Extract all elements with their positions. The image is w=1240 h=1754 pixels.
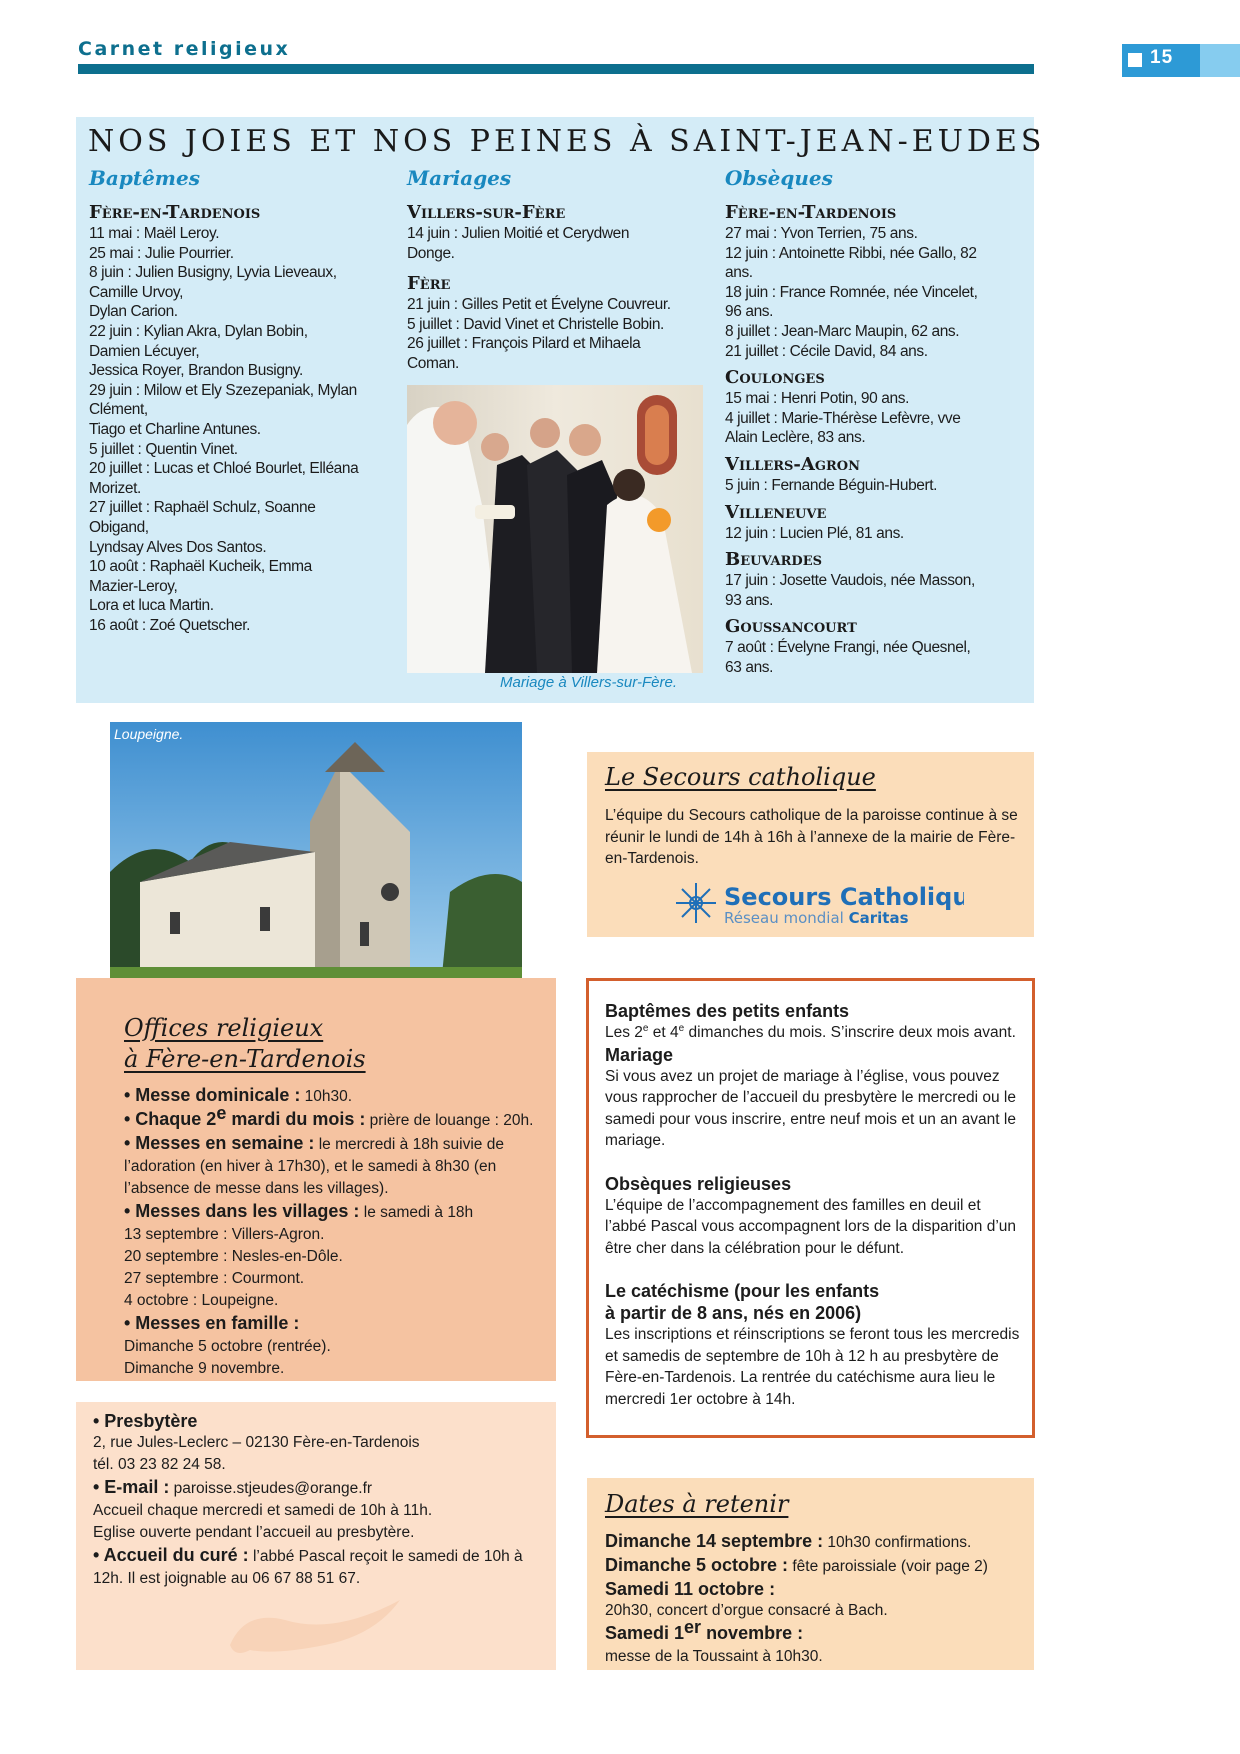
secours-title: Le Secours catholique: [605, 763, 876, 791]
place-name: Beuvardes: [725, 549, 822, 571]
church-caption: Loupeigne.: [114, 726, 184, 742]
church-photo: [110, 722, 522, 996]
list-item: 20 septembre : Nesles-en-Dôle.: [124, 1248, 343, 1265]
list-item: Jessica Royer, Brandon Busigny.: [89, 362, 303, 380]
offices-title: Offices religieux à Fère-en-Tardenois: [124, 1014, 366, 1073]
main-title: NOS JOIES ET NOS PEINES À SAINT-JEAN-EUDES: [88, 124, 1046, 159]
list-item: Camille Urvoy,: [89, 283, 184, 301]
baptemes-column: [89, 166, 389, 635]
secours-text: L’équipe du Secours catholique de la paroisse continue à se réunir le lundi de 14h à 16h à l’annexe de la mairie de Fère-en-Tardenois.: [605, 807, 1018, 867]
list-item: 25 mai : Julie Pourrier.: [89, 244, 234, 262]
mariages-list: [407, 224, 707, 263]
list-item: 21 juin : Gilles Petit et Évelyne Couvreur.: [407, 296, 671, 314]
list-item: 7 août : Évelyne Frangi, née Quesnel,: [725, 639, 971, 657]
presbytere-body: • Presbytère 2, rue Jules-Leclerc – 02130 Fère-en-Tardenois tél. 03 23 82 24 58. • E-mail : paroisse.stjeudes@orange.fr Accueil chaque mercredi et samedi de 10h à 11h. Eglise ouverte pendant l’accueil au presbytère. • Accueil du curé : l’abbé Pascal reçoit le samedi de 10h à 12h. Il est joignable au 06 67 88 51 67.: [93, 1410, 545, 1590]
list-item: 27 septembre : Courmont.: [124, 1270, 305, 1287]
list-item: Dimanche 5 octobre (rentrée).: [124, 1338, 331, 1355]
mariages-column: [407, 166, 707, 374]
info-body: Baptêmes des petits enfants Les 2e et 4e dimanches du mois. S’inscrire deux mois avant. Mariage Si vous avez un projet de mariage à l’église, vous pouvez vous rapprocher de l’accueil du presbytère le mercredi ou le samedi pour vous inscrire, entre neuf mois et un an avant le mariage. Obsèques religieuses L’équipe de l’accompagnement des familles en deuil et l’abbé Pascal vous accompagnent lors de la disparition d’un être cher dans la célébration pour le défunt. Le catéchisme (pour les enfants à partir de 8 ans, nés en 2006) Les inscriptions et réinscriptions se feront tous les mercredis et samedis de septembre de 10h à 12 h au presbytère de Fère-en-Tardenois. La rentrée du catéchisme aura lieu le mercredi 1er octobre à 14h.: [605, 1001, 1020, 1408]
baptemes-heading: Baptêmes: [89, 166, 200, 190]
list-item: 8 juin : Julien Busigny, Lyvia Lieveaux,: [89, 264, 337, 282]
list-item: 12 juin : Lucien Plé, 81 ans.: [725, 524, 904, 542]
dates-title: Dates à retenir: [605, 1490, 789, 1518]
mariages-list: [407, 295, 707, 373]
list-item: 21 juillet : Cécile David, 84 ans.: [725, 342, 928, 360]
villages-list: [124, 1224, 550, 1312]
list-item: Dylan Carion.: [89, 303, 178, 321]
list-item: Eglise ouverte pendant l’accueil au presbytère.: [93, 1524, 415, 1541]
page-number-strip: [1200, 44, 1240, 77]
place-name: Villeneuve: [725, 501, 827, 523]
place-name: Fère: [407, 273, 451, 295]
accueil-list: [93, 1500, 545, 1544]
place-name: Coulonges: [725, 367, 825, 389]
logo-main-text: Secours Catholique: [724, 883, 964, 911]
obseques-list: [725, 202, 1030, 678]
place-name: Goussancourt: [725, 616, 857, 638]
header-rule: [78, 64, 1034, 74]
dates-body: Dimanche 14 septembre : 10h30 confirmations. Dimanche 5 octobre : fête paroissiale (voir page 2) Samedi 11 octobre : 20h30, concert d’orgue consacré à Bach. Samedi 1er novembre : messe de la Toussaint à 10h30.: [605, 1531, 988, 1665]
list-item: 4 juillet : Marie-Thérèse Lefèvre, vve: [725, 409, 961, 427]
list-item: Morizet.: [89, 479, 141, 497]
list-item: Tiago et Charline Antunes.: [89, 420, 261, 438]
list-item: 27 juillet : Raphaël Schulz, Soanne: [89, 499, 316, 517]
list-item: Obigand,: [89, 518, 149, 536]
wedding-photo: [407, 385, 703, 673]
list-item: Accueil chaque mercredi et samedi de 10h à 11h.: [93, 1502, 433, 1519]
list-item: 26 juillet : François Pilard et Mihaela: [407, 335, 641, 353]
list-item: Alain Leclère, 83 ans.: [725, 429, 866, 447]
list-item: 17 juin : Josette Vaudois, née Masson,: [725, 572, 975, 590]
place-name: Villers-Agron: [725, 453, 860, 475]
photo-caption: Mariage à Villers-sur-Fère.: [500, 674, 678, 691]
list-item: 20 juillet : Lucas et Chloé Bourlet, Elléana: [89, 460, 359, 478]
list-item: ans.: [725, 264, 753, 282]
list-item: Mazier-Leroy,: [89, 577, 178, 595]
list-item: 11 mai : Maël Leroy.: [89, 225, 220, 242]
obseques-column: [725, 166, 1030, 678]
list-item: Donge.: [407, 244, 455, 262]
list-item: Coman.: [407, 354, 459, 372]
list-item: 18 juin : France Romnée, née Vincelet,: [725, 283, 978, 301]
list-item: 14 juin : Julien Moitié et Cerydwen: [407, 225, 630, 242]
list-item: 4 octobre : Loupeigne.: [124, 1292, 279, 1309]
mariages-heading: Mariages: [407, 166, 512, 190]
list-item: 96 ans.: [725, 303, 774, 321]
list-item: 93 ans.: [725, 591, 774, 609]
list-item: Clément,: [89, 401, 148, 419]
place-name: Fère-en-Tardenois: [725, 202, 897, 223]
list-item: 27 mai : Yvon Terrien, 75 ans.: [725, 225, 918, 242]
obseques-heading: Obsèques: [725, 166, 833, 190]
list-item: 10 août : Raphaël Kucheik, Emma: [89, 558, 312, 576]
page-number: 15: [1150, 47, 1174, 68]
list-item: 5 juillet : Quentin Vinet.: [89, 440, 238, 458]
list-item: Lyndsay Alves Dos Santos.: [89, 538, 267, 556]
list-item: 15 mai : Henri Potin, 90 ans.: [725, 390, 909, 408]
place-name: Villers-sur-Fère: [407, 202, 566, 223]
list-item: Damien Lécuyer,: [89, 342, 200, 360]
square-icon: [1128, 53, 1142, 67]
list-item: 13 septembre : Villers-Agron.: [124, 1226, 325, 1243]
list-item: 5 juillet : David Vinet et Christelle Bobin.: [407, 315, 664, 333]
list-item: 8 juillet : Jean-Marc Maupin, 62 ans.: [725, 322, 960, 340]
section-title: Carnet religieux: [78, 38, 291, 60]
list-item: 5 juin : Fernande Béguin-Hubert.: [725, 476, 938, 494]
logo-sub-text: Réseau mondial Caritas: [724, 909, 909, 927]
list-item: Dimanche 9 novembre.: [124, 1360, 285, 1377]
baptemes-list: [89, 224, 389, 635]
cross-icon: [676, 883, 716, 923]
list-item: 16 août : Zoé Quetscher.: [89, 616, 251, 634]
list-item: 22 juin : Kylian Akra, Dylan Bobin,: [89, 322, 308, 340]
offices-body: • Messe dominicale : 10h30. • Chaque 2e mardi du mois : prière de louange : 20h. • Messes en semaine : le mercredi à 18h suivie de l’adoration (en hiver à 17h30), et le samedi à 8h30 (en l’absence de messe dans les villages). • Messes dans les villages : le samedi à 18h 13 septembre : Villers-Agron. 20 septembre : Nesles-en-Dôle. 27 septembre : Courmont. 4 octobre : Loupeigne. • Messes en famille : Dimanche 5 octobre (rentrée). Dimanche 9 novembre.: [124, 1084, 550, 1380]
place-name: Fère-en-Tardenois: [89, 202, 261, 223]
list-item: 29 juin : Milow et Ely Szezepaniak, Mylan: [89, 381, 357, 399]
list-item: 63 ans.: [725, 658, 774, 676]
secours-logo: [674, 879, 964, 927]
famille-list: [124, 1336, 550, 1380]
swoosh-icon: [225, 1590, 405, 1660]
list-item: 12 juin : Antoinette Ribbi, née Gallo, 82: [725, 244, 977, 262]
list-item: Lora et luca Martin.: [89, 597, 214, 615]
